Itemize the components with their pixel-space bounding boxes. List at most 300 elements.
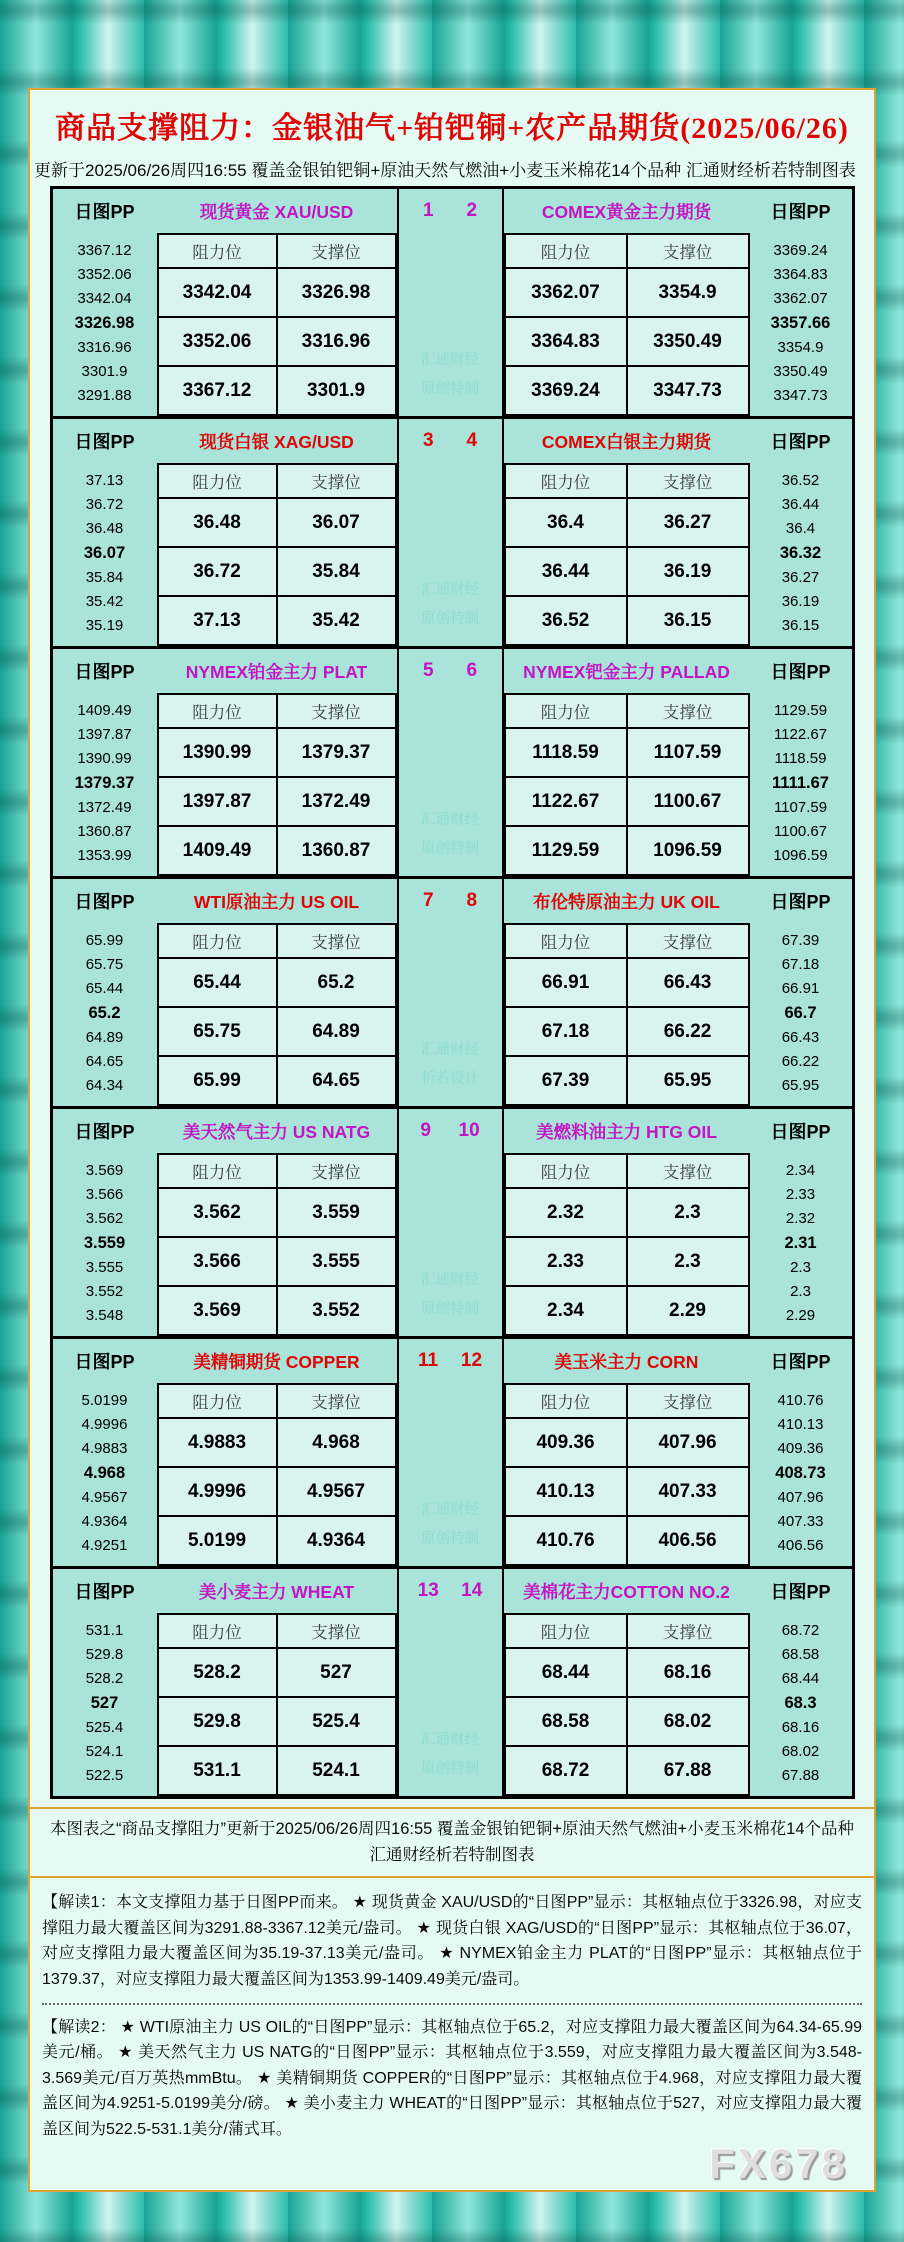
pp-value: 35.84 [85,569,124,587]
pp-value: 67.88 [781,1767,820,1785]
pp-value: 68.16 [781,1719,820,1737]
resistance-header: 阻力位 [158,234,277,268]
commodity-panel [50,876,855,1109]
levels-table-right-wrap [504,923,750,1106]
resistance-value: 67.39 [505,1056,627,1105]
resistance-value: 5.0199 [158,1516,277,1565]
support-value: 4.9364 [277,1516,396,1565]
resistance-header: 阻力位 [505,464,627,498]
pp-value: 407.33 [777,1513,824,1531]
instrument-title-left: NYMEX铂金主力 PLAT [185,661,368,682]
support-value: 68.02 [627,1697,749,1746]
resistance-value: 1390.99 [158,728,277,777]
pp-value: 2.29 [785,1307,816,1325]
pp-value: 35.42 [85,593,124,611]
subtitle: 更新于2025/06/26周四16:55 覆盖金银铂钯铜+原油天然气燃油+小麦玉米棉花14个品种 汇通财经析若特制图表 [34,161,856,180]
instrument-title-right: COMEX白银主力期货 [541,431,712,452]
pp-levels-right [750,923,852,1106]
pp-value: 66.91 [781,979,820,997]
pair-number-right: 4 [466,430,478,451]
resistance-value: 410.76 [505,1516,627,1565]
watermark-line-2: 原创特制 [421,381,479,397]
pair-number-right: 14 [461,1580,483,1601]
pp-header-left: 日图PP [74,1582,135,1602]
watermark-line-2: 原创特制 [421,611,479,627]
support-header: 支撑位 [627,1384,749,1418]
support-value: 527 [277,1648,396,1697]
support-value: 524.1 [277,1746,396,1795]
pp-levels-right [750,233,852,416]
pp-value: 524.1 [85,1743,124,1761]
support-header: 支撑位 [627,464,749,498]
commodity-panel [50,646,855,879]
footer-note: 本图表之“商品支撑阻力”更新于2025/06/26周四16:55 覆盖金银铂钯铜+原油天然气燃油+小麦玉米棉花14个品种 汇通财经析若特制图表 [30,1807,874,1878]
pp-value: 3354.9 [777,339,824,357]
middle-column [397,419,504,646]
resistance-header: 阻力位 [158,694,277,728]
pp-value: 36.27 [781,569,820,587]
middle-column [397,649,504,876]
pp-value: 3.555 [85,1259,124,1277]
resistance-value: 1122.67 [505,777,627,826]
support-header: 支撑位 [277,1614,396,1648]
support-header: 支撑位 [277,694,396,728]
pp-levels-left [53,1153,157,1336]
resistance-value: 3369.24 [505,366,627,415]
pp-pivot-value: 3.559 [83,1233,126,1252]
levels-table-left-wrap [157,1383,397,1566]
levels-table-left-wrap [157,923,397,1106]
pp-levels-right [750,463,852,646]
pp-value: 531.1 [85,1621,124,1639]
support-value: 3.559 [277,1188,396,1237]
pp-value: 3342.04 [77,289,132,307]
instrument-title-left: 美天然气主力 US NATG [182,1121,371,1142]
support-value: 1379.37 [277,728,396,777]
resistance-header: 阻力位 [505,1384,627,1418]
pp-value: 1100.67 [773,823,828,841]
pp-header-right: 日图PP [770,892,831,912]
pp-value: 3.566 [85,1185,124,1203]
resistance-header: 阻力位 [158,1614,277,1648]
levels-table-right-wrap [504,693,750,876]
support-value: 2.3 [627,1237,749,1286]
watermark-line-1: 汇通财经 [421,1272,479,1288]
commodity-panel [50,1106,855,1339]
pair-number-right: 2 [466,200,478,221]
levels-table-right-wrap [504,1153,750,1336]
levels-table-left [157,693,397,876]
pp-value: 1397.87 [77,725,132,743]
resistance-value: 4.9996 [158,1467,277,1516]
pair-number-left: 1 [422,200,434,221]
levels-table-right-wrap [504,1383,750,1566]
resistance-header: 阻力位 [505,924,627,958]
pp-value: 68.44 [781,1669,820,1687]
levels-table-right [504,923,750,1106]
resistance-header: 阻力位 [158,464,277,498]
resistance-value: 528.2 [158,1648,277,1697]
pp-value: 3364.83 [773,265,828,283]
pp-value: 37.13 [85,471,124,489]
pp-value: 65.75 [85,955,124,973]
pp-value: 528.2 [85,1669,124,1687]
pp-header-right: 日图PP [770,1352,831,1372]
resistance-value: 409.36 [505,1418,627,1467]
pair-number-left: 13 [417,1580,439,1601]
resistance-header: 阻力位 [505,234,627,268]
resistance-value: 68.72 [505,1746,627,1795]
levels-table-left [157,923,397,1106]
support-header: 支撑位 [627,694,749,728]
pp-pivot-value: 66.7 [784,1003,817,1022]
support-value: 3.555 [277,1237,396,1286]
pair-number-left: 11 [417,1350,439,1371]
pair-number-left: 5 [422,660,434,681]
pair-number-left: 7 [422,890,434,911]
levels-table-right [504,1153,750,1336]
resistance-value: 1409.49 [158,826,277,875]
resistance-header: 阻力位 [505,694,627,728]
pair-number-right: 12 [460,1350,483,1371]
pp-value: 525.4 [85,1719,124,1737]
pp-value: 2.33 [785,1185,816,1203]
instrument-title-left: WTI原油主力 US OIL [193,891,360,912]
pp-header-left: 日图PP [74,1352,135,1372]
pp-header-left: 日图PP [74,202,135,222]
resistance-value: 1397.87 [158,777,277,826]
pp-value: 65.44 [85,979,124,997]
support-value: 64.65 [277,1056,396,1105]
resistance-value: 36.44 [505,547,627,596]
support-value: 1100.67 [627,777,749,826]
levels-table-right [504,1613,750,1796]
support-header: 支撑位 [627,1614,749,1648]
watermark-line-1: 汇通财经 [421,352,479,368]
pp-value: 409.36 [777,1439,824,1457]
pp-value: 3.562 [85,1209,124,1227]
pp-value: 4.9883 [81,1439,128,1457]
resistance-value: 3.566 [158,1237,277,1286]
levels-table-right [504,693,750,876]
resistance-value: 2.34 [505,1286,627,1335]
support-value: 3.552 [277,1286,396,1335]
resistance-value: 68.44 [505,1648,627,1697]
pp-pivot-value: 36.32 [779,543,822,562]
resistance-value: 36.72 [158,547,277,596]
support-value: 36.07 [277,498,396,547]
watermark-line-1: 汇通财经 [421,582,479,598]
pp-levels-left [53,463,157,646]
support-value: 407.96 [627,1418,749,1467]
resistance-value: 2.32 [505,1188,627,1237]
pp-value: 4.9567 [81,1489,128,1507]
resistance-value: 67.18 [505,1007,627,1056]
pp-value: 36.4 [785,519,816,537]
resistance-value: 3.562 [158,1188,277,1237]
levels-table-right [504,1383,750,1566]
levels-table-right-wrap [504,233,750,416]
pp-value: 65.95 [781,1077,820,1095]
pp-header-left: 日图PP [74,432,135,452]
pp-pivot-value: 2.31 [784,1233,817,1252]
pp-value: 64.34 [85,1077,124,1095]
levels-table-left-wrap [157,463,397,646]
pp-value: 1353.99 [77,847,132,865]
resistance-value: 36.4 [505,498,627,547]
support-header: 支撑位 [627,924,749,958]
resistance-value: 2.33 [505,1237,627,1286]
instrument-title-left: 现货黄金 XAU/USD [199,201,354,222]
support-value: 64.89 [277,1007,396,1056]
pp-value: 3291.88 [77,387,132,405]
pair-numbers [399,189,502,233]
instrument-title-left: 美精铜期货 COPPER [193,1351,360,1372]
pp-value: 1409.49 [77,701,132,719]
pp-levels-right [750,1153,852,1336]
levels-table-left-wrap [157,693,397,876]
levels-table-left-wrap [157,233,397,416]
pp-value: 2.34 [785,1161,816,1179]
support-value: 406.56 [627,1516,749,1565]
support-value: 3326.98 [277,268,396,317]
support-value: 36.15 [627,596,749,645]
pp-value: 64.89 [85,1029,124,1047]
pp-pivot-value: 36.07 [83,543,126,562]
pp-value: 3.548 [85,1307,124,1325]
support-value: 36.19 [627,547,749,596]
support-header: 支撑位 [627,1154,749,1188]
resistance-value: 410.13 [505,1467,627,1516]
resistance-value: 65.75 [158,1007,277,1056]
support-value: 4.968 [277,1418,396,1467]
pp-value: 1118.59 [774,749,827,767]
pp-header-left: 日图PP [74,1122,135,1142]
pp-value: 35.19 [85,617,124,635]
pair-number-right: 10 [458,1120,480,1141]
levels-table-left-wrap [157,1153,397,1336]
support-value: 65.95 [627,1056,749,1105]
middle-column [397,879,504,1106]
pp-value: 64.65 [85,1053,124,1071]
middle-column [397,1569,504,1796]
pp-value: 1360.87 [77,823,132,841]
pp-value: 4.9251 [81,1537,128,1555]
resistance-header: 阻力位 [158,1154,277,1188]
pp-value: 522.5 [85,1767,124,1785]
resistance-value: 3362.07 [505,268,627,317]
pp-value: 1122.67 [773,725,828,743]
resistance-value: 36.52 [505,596,627,645]
pp-value: 406.56 [777,1537,824,1555]
panel-watermark [399,576,502,646]
support-value: 3350.49 [627,317,749,366]
support-value: 35.42 [277,596,396,645]
pair-numbers [399,879,502,923]
middle-column [397,1339,504,1566]
panels [50,186,855,1799]
watermark-line-2: 原创特制 [421,841,479,857]
pp-pivot-value: 65.2 [88,1003,121,1022]
pp-value: 3347.73 [773,387,828,405]
levels-table-left [157,463,397,646]
page-title: 商品支撑阻力：金银油气+铂钯铜+农产品期货(2025/06/26) [55,112,849,145]
analysis-note-2: 【解读2： ★ WTI原油主力 US OIL的“日图PP”显示：其枢轴点位于65.2，对应支撑阻力最大覆盖区间为64.34-65.99美元/桶。 ★ 美天然气主力 US NATG的“日图PP”显示：其枢轴点位于3.559，对应支撑阻力最大覆盖区间为3.548-3.569美元/百万英热mmBtu。 ★ 美精铜期货 COPPER的“日图PP”显示：其枢轴点位于4.968，对应支撑阻力最大覆盖区间为4.9251-5.0199美分/磅。 ★ 美小麦主力 WHEAT的“日图PP”显示：其枢轴点位于527，对应支撑阻力最大覆盖区间为522.5-531.1美分/蒲式耳。 [42,2018,862,2138]
support-value: 67.88 [627,1746,749,1795]
pp-value: 4.9364 [81,1513,128,1531]
resistance-value: 3364.83 [505,317,627,366]
support-value: 1372.49 [277,777,396,826]
pp-pivot-value: 4.968 [83,1463,126,1482]
pair-number-right: 6 [466,660,478,681]
pp-pivot-value: 527 [90,1693,119,1712]
pp-value: 1096.59 [773,847,828,865]
support-value: 68.16 [627,1648,749,1697]
pp-value: 1390.99 [77,749,132,767]
levels-table-left-wrap [157,1613,397,1796]
pair-number-left: 3 [422,430,434,451]
panel-watermark [399,806,502,876]
resistance-value: 36.48 [158,498,277,547]
pair-number-right: 8 [466,890,478,911]
pp-value: 1107.59 [773,799,828,817]
support-header: 支撑位 [277,1384,396,1418]
resistance-header: 阻力位 [505,1614,627,1648]
pp-pivot-value: 68.3 [784,1693,817,1712]
levels-table-left [157,1383,397,1566]
pp-value: 3369.24 [773,241,828,259]
levels-table-right-wrap [504,463,750,646]
pp-pivot-value: 3326.98 [74,313,135,332]
middle-column [397,1109,504,1336]
pp-value: 36.15 [781,617,820,635]
watermark-line-1: 汇通财经 [421,1732,479,1748]
resistance-value: 65.99 [158,1056,277,1105]
pp-value: 3.569 [85,1161,124,1179]
watermark-line-2: 析若设计 [421,1071,479,1087]
dotted-divider [42,2003,862,2005]
resistance-header: 阻力位 [158,924,277,958]
pair-numbers [399,419,502,463]
pp-value: 410.13 [777,1415,824,1433]
pp-value: 2.3 [790,1259,811,1277]
instrument-title-right: NYMEX钯金主力 PALLAD [523,661,730,682]
instrument-title-right: COMEX黄金主力期货 [541,201,712,222]
pp-value: 3301.9 [81,363,128,381]
pp-pivot-value: 3357.66 [770,313,831,332]
watermark-line-1: 汇通财经 [421,812,479,828]
pp-levels-right [750,693,852,876]
middle-column [397,189,504,416]
pair-number-left: 9 [420,1120,431,1141]
pp-value: 4.9996 [81,1415,128,1433]
pp-pivot-value: 408.73 [775,1463,826,1482]
resistance-value: 4.9883 [158,1418,277,1467]
support-value: 66.43 [627,958,749,1007]
resistance-value: 68.58 [505,1697,627,1746]
pp-levels-left [53,1383,157,1566]
pp-value: 3362.07 [773,289,828,307]
pp-pivot-value: 1379.37 [74,773,135,792]
pair-numbers [399,1339,502,1383]
pp-value: 1372.49 [77,799,132,817]
support-header: 支撑位 [277,234,396,268]
pp-value: 36.48 [85,519,124,537]
levels-table-left [157,233,397,416]
pp-levels-right [750,1613,852,1796]
instrument-title-right: 美棉花主力COTTON NO.2 [523,1581,730,1602]
resistance-value: 529.8 [158,1697,277,1746]
pp-value: 67.18 [781,955,820,973]
instrument-title-left: 美小麦主力 WHEAT [198,1581,355,1602]
instrument-title-right: 布伦特原油主力 UK OIL [533,891,720,912]
pp-value: 36.72 [85,495,124,513]
pp-levels-left [53,233,157,416]
pp-value: 65.99 [85,931,124,949]
support-value: 65.2 [277,958,396,1007]
pair-numbers [399,649,502,693]
pp-levels-left [53,693,157,876]
pp-value: 66.22 [781,1053,820,1071]
pp-value: 36.19 [781,593,820,611]
watermark-line-2: 原创特制 [421,1531,479,1547]
pp-levels-left [53,1613,157,1796]
resistance-value: 1129.59 [505,826,627,875]
levels-table-right-wrap [504,1613,750,1796]
content-box [28,88,876,2192]
instrument-title-left: 现货白银 XAG/USD [199,431,354,452]
pp-value: 68.72 [781,1621,820,1639]
support-value: 1096.59 [627,826,749,875]
resistance-value: 65.44 [158,958,277,1007]
commodity-panel [50,416,855,649]
pp-value: 66.43 [781,1029,820,1047]
analysis-note-1: 【解读1：本文支撑阻力基于日图PP而来。 ★ 现货黄金 XAU/USD的“日图PP”显示：其枢轴点位于3326.98，对应支撑阻力最大覆盖区间为3291.88-3367.12美元/盎司。 ★ 现货白银 XAG/USD的“日图PP”显示：其枢轴点位于36.07，对应支撑阻力最大覆盖区间为35.19-37.13美元/盎司。 ★ NYMEX铂金主力 PLAT的“日图PP”显示：其枢轴点位于1379.37，对应支撑阻力最大覆盖区间为1353.99-1409.49美元/盎司。 [42,1894,862,1988]
support-header: 支撑位 [627,234,749,268]
watermark-line-2: 原创特制 [421,1761,479,1777]
support-header: 支撑位 [277,464,396,498]
resistance-value: 531.1 [158,1746,277,1795]
resistance-value: 3.569 [158,1286,277,1335]
commodity-panel [50,186,855,419]
pp-value: 410.76 [777,1391,824,1409]
resistance-value: 1118.59 [505,728,627,777]
support-value: 407.33 [627,1467,749,1516]
support-value: 4.9567 [277,1467,396,1516]
pp-levels-left [53,923,157,1106]
support-value: 36.27 [627,498,749,547]
pp-pivot-value: 1111.67 [772,773,829,792]
support-header: 支撑位 [277,1154,396,1188]
fx678-watermark: FX678 [709,2140,848,2188]
pp-levels-right [750,1383,852,1566]
support-value: 35.84 [277,547,396,596]
support-value: 3301.9 [277,366,396,415]
pp-value: 3316.96 [77,339,132,357]
panel-watermark [399,1726,502,1796]
pp-header-right: 日图PP [770,662,831,682]
resistance-value: 37.13 [158,596,277,645]
pp-value: 529.8 [85,1645,124,1663]
panel-watermark [399,1266,502,1336]
instrument-title-right: 美玉米主力 CORN [554,1351,699,1372]
watermark-line-2: 原创特制 [421,1301,479,1317]
pp-value: 1129.59 [773,701,828,719]
resistance-value: 3367.12 [158,366,277,415]
pp-header-right: 日图PP [770,1122,831,1142]
support-value: 1107.59 [627,728,749,777]
support-header: 支撑位 [277,924,396,958]
